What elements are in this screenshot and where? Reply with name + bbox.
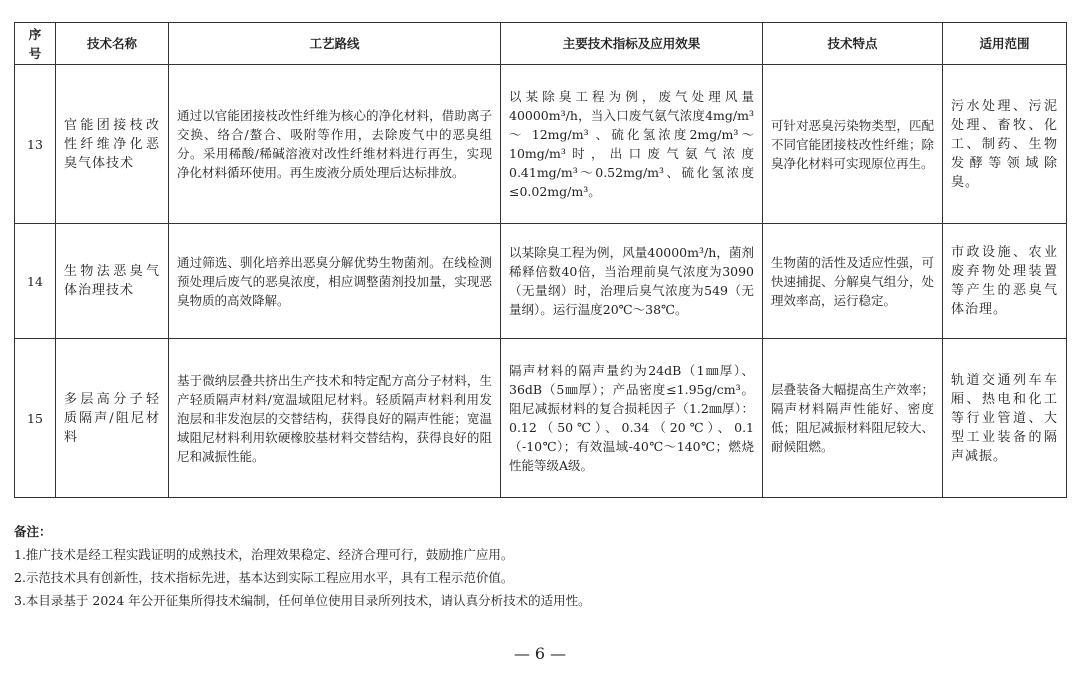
header-scope: 适用范围 — [943, 23, 1067, 65]
cell-process: 通过筛选、驯化培养出恶臭分解优势生物菌剂。在线检测预处理后废气的恶臭浓度，相应调整菌剂投加量，实现恶臭物质的高效降解。 — [169, 224, 501, 339]
table-row — [15, 224, 1067, 339]
header-process: 工艺路线 — [169, 23, 501, 65]
cell-name: 官能团接枝改性纤维净化恶臭气体技术 — [56, 65, 169, 224]
cell-scope: 轨道交通列车车厢、热电和化工等行业管道、大型工业装备的隔声减振。 — [943, 339, 1067, 498]
cell-no: 14 — [15, 224, 56, 339]
cell-process: 通过以官能团接枝改性纤维为核心的净化材料，借助离子交换、络合/螯合、吸附等作用，去除废气中的恶臭组分。采用稀酸/稀碱溶液对改性纤维材料进行再生，实现净化材料循环使用。再生废液分质处理后达标排放。 — [169, 65, 501, 224]
cell-indicators: 隔声材料的隔声量约为24dB（1㎜厚）、36dB（5㎜厚）；产品密度≤1.95g/cm³。阻尼减振材料的复合损耗因子（1.2㎜厚）：0.12（50℃）、0.34（20℃）、0.1（-10℃）；有效温域-40℃～140℃；燃烧性能等级A级。 — [501, 339, 763, 498]
page-number: — 6 — — [513, 644, 567, 663]
cell-no: 13 — [15, 65, 56, 224]
cell-scope: 污水处理、污泥处理、畜牧、化工、制药、生物发酵等领域除臭。 — [943, 65, 1067, 224]
notes-section — [14, 520, 591, 612]
notes-title: 备注： — [14, 524, 52, 539]
cell-name: 多层高分子轻质隔声/阻尼材料 — [56, 339, 169, 498]
note-item: 1.推广技术是经工程实践证明的成熟技术，治理效果稳定、经济合理可行，鼓励推广应用。 — [14, 547, 514, 562]
cell-name: 生物法恶臭气体治理技术 — [56, 224, 169, 339]
technology-table — [14, 22, 1067, 498]
header-name: 技术名称 — [56, 23, 169, 65]
cell-features: 层叠装备大幅提高生产效率；隔声材料隔声性能好、密度低；阻尼减振材料阻尼较大、耐候阻燃。 — [763, 339, 943, 498]
header-features: 技术特点 — [763, 23, 943, 65]
header-no: 序号 — [15, 23, 56, 65]
cell-process: 基于微纳层叠共挤出生产技术和特定配方高分子材料，生产轻质隔声材料/宽温域阻尼材料。轻质隔声材料利用发泡层和非发泡层的交替结构，获得良好的隔声性能；宽温域阻尼材料利用软硬橡胶基材料交替结构，获得良好的阻尼和减振性能。 — [169, 339, 501, 498]
note-item: 3.本目录基于 2024 年公开征集所得技术编制，任何单位使用目录所列技术，请认真分析技术的适用性。 — [14, 593, 591, 608]
cell-indicators: 以某除臭工程为例，风量40000m³/h，菌剂稀释倍数40倍，当治理前臭气浓度为3090（无量纲）时，治理后臭气浓度为549（无量纲）。运行温度20℃～38℃。 — [501, 224, 763, 339]
header-indicators: 主要技术指标及应用效果 — [501, 23, 763, 65]
table-row — [15, 65, 1067, 224]
cell-scope: 市政设施、农业废弃物处理装置等产生的恶臭气体治理。 — [943, 224, 1067, 339]
cell-no: 15 — [15, 339, 56, 498]
cell-features: 可针对恶臭污染物类型，匹配不同官能团接枝改性纤维；除臭净化材料可实现原位再生。 — [763, 65, 943, 224]
table-header-row — [15, 23, 1067, 65]
table-row — [15, 339, 1067, 498]
cell-features: 生物菌的活性及适应性强，可快速捕捉、分解臭气组分，处理效率高，运行稳定。 — [763, 224, 943, 339]
note-item: 2.示范技术具有创新性，技术指标先进，基本达到实际工程应用水平，具有工程示范价值。 — [14, 570, 514, 585]
cell-indicators: 以某除臭工程为例，废气处理风量40000m³/h，当入口废气氨气浓度4mg/m³ ～ 12mg/m³ 、硫化氢浓度2mg/m³～10mg/m³时，出口废气氨气浓度0.41mg/m³～0.52mg/m³、硫化氢浓度≤0.02mg/m³。 — [501, 65, 763, 224]
